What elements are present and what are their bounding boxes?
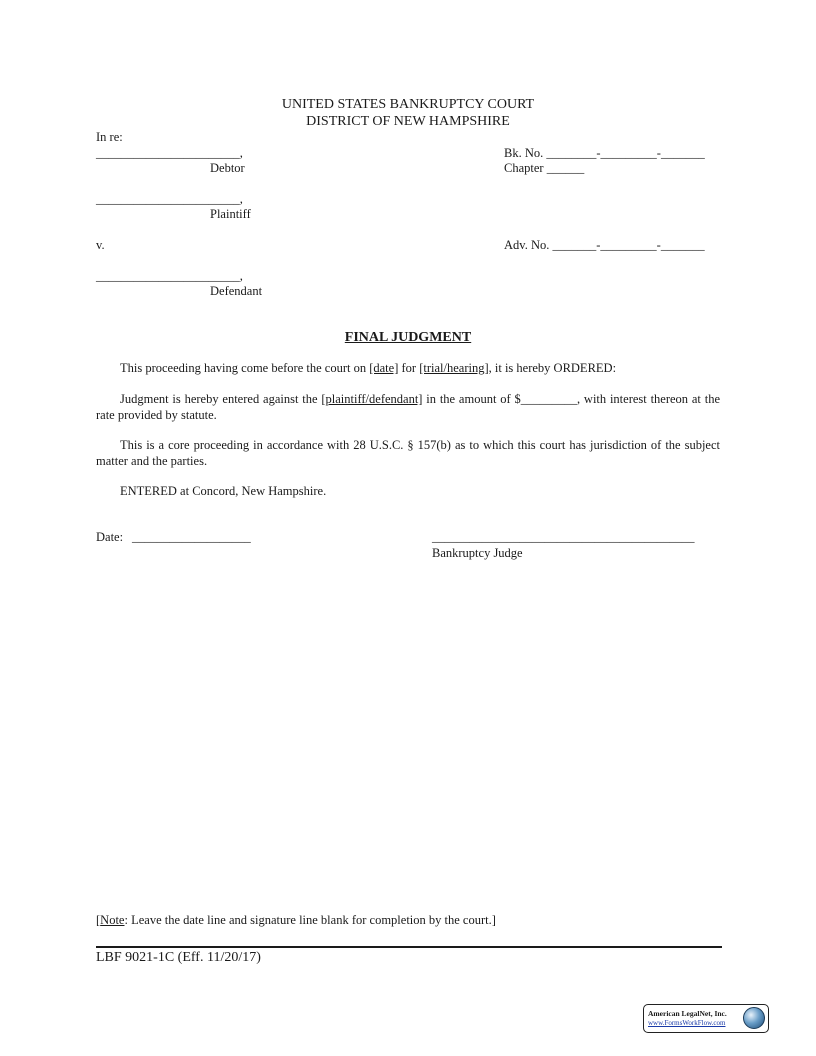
paragraph-entered: ENTERED at Concord, New Hampshire. [120, 484, 327, 498]
defendant-label: Defendant [210, 284, 263, 298]
judge-signature-line: __________________________________________ [432, 530, 695, 544]
bk-no-field: Bk. No. ________-_________-_______ [504, 146, 705, 160]
logo-url-link[interactable]: www.FormsWorkFlow.com [648, 1019, 726, 1027]
plaintiff-label: Plaintiff [210, 207, 251, 221]
court-district: DISTRICT OF NEW HAMPSHIRE [306, 114, 510, 129]
debtor-label: Debtor [210, 161, 245, 175]
paragraph-judgment [96, 392, 720, 423]
party-placeholder: [plaintiff/defendant] [321, 392, 423, 406]
court-name: UNITED STATES BANKRUPTCY COURT [281, 97, 535, 112]
globe-icon [743, 1007, 765, 1029]
judge-label: Bankruptcy Judge [432, 546, 523, 560]
chapter-field: Chapter ______ [504, 161, 585, 175]
p2-text: Judgment is hereby entered against the [120, 392, 322, 406]
trial-hearing-placeholder: [trial/hearing] [419, 361, 489, 375]
p1-text: This proceeding having come before the court on [120, 361, 370, 375]
note-bracket: [ [96, 913, 101, 927]
completion-note [96, 913, 496, 928]
note-word: Note [100, 913, 125, 927]
p1-text-for: for [398, 361, 420, 375]
document-title: FINAL JUDGMENT [344, 330, 472, 345]
plaintiff-blank: _______________________, [96, 192, 243, 206]
in-re-label: In re: [96, 130, 123, 144]
date-line: ___________________ [132, 530, 251, 544]
footer-rule [96, 946, 722, 948]
p2-text-amount: in the amount of $_________, with interest thereon at the rate provided by statute. [96, 392, 720, 422]
form-id: LBF 9021-1C (Eff. 11/20/17) [96, 950, 261, 965]
date-label: Date: [96, 530, 124, 544]
paragraph-core-proceeding: This is a core proceeding in accordance with 28 U.S.C. § 157(b) as to which this court has jurisdiction of the subject matter and the parties. [96, 438, 720, 468]
date-placeholder: [date] [369, 361, 399, 375]
paragraph-proceeding [96, 361, 720, 377]
debtor-blank: _______________________, [96, 146, 243, 160]
american-legalnet-logo[interactable] [643, 1004, 769, 1033]
note-text: : Leave the date line and signature line blank for completion by the court.] [124, 913, 496, 927]
defendant-blank: _______________________, [96, 269, 243, 283]
logo-name: American LegalNet, Inc. [648, 1009, 727, 1018]
adv-no-field: Adv. No. _______-_________-_______ [504, 238, 705, 252]
p1-text-ordered: , it is hereby ORDERED: [488, 361, 617, 375]
versus-label: v. [96, 238, 105, 252]
